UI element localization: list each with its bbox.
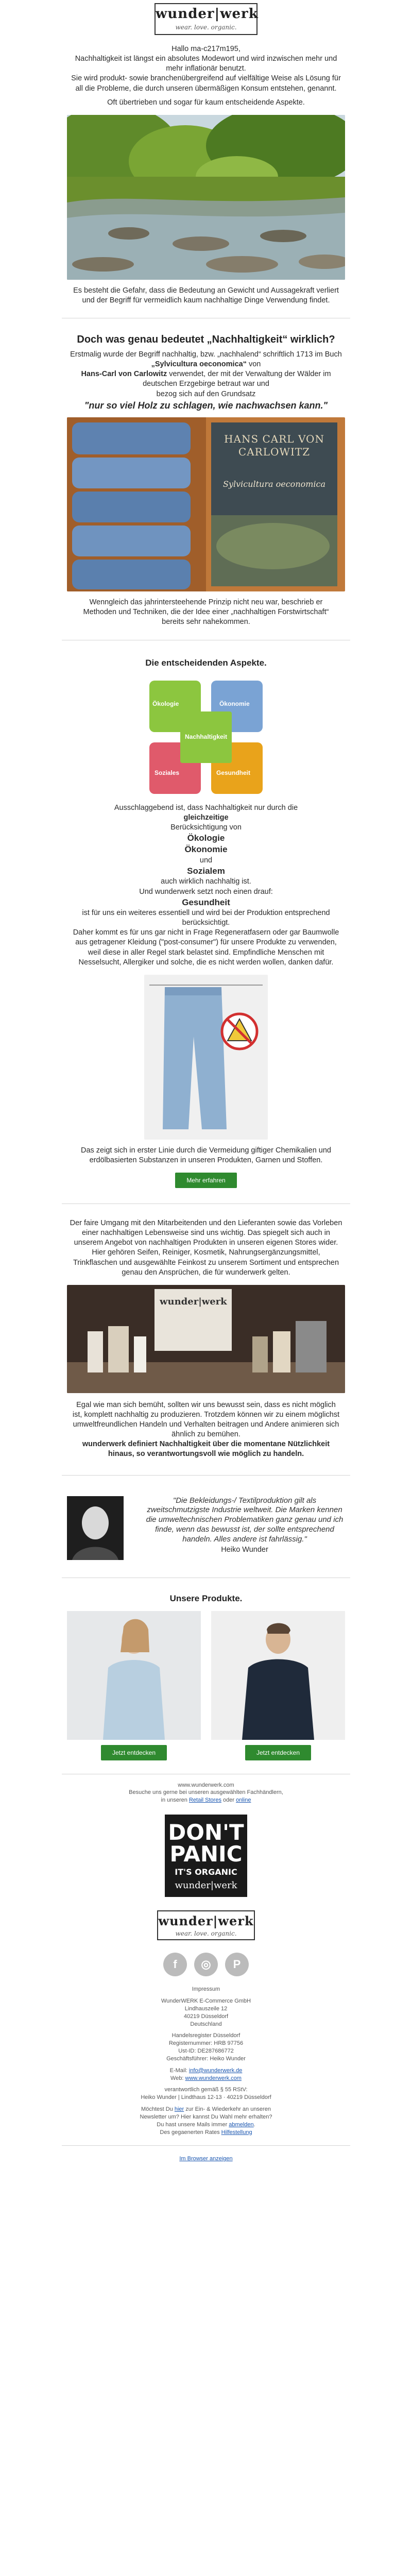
products-section bbox=[52, 1594, 360, 1604]
footer-logo-slogan: wear. love. organic. bbox=[175, 1930, 237, 1938]
company-court: Handelsregister Düsseldorf bbox=[171, 2032, 241, 2039]
footer-logo-text: wunder|werk bbox=[158, 1913, 254, 1929]
keyword-economy: Ökonomie bbox=[184, 844, 228, 855]
chemicals-section bbox=[52, 1146, 360, 1165]
unsubscribe-link[interactable]: abmelden bbox=[229, 2121, 254, 2128]
sustainability-diagram bbox=[149, 681, 263, 794]
divider bbox=[62, 1475, 350, 1476]
responsible-b: Heiko Wunder | Lindthaus 12-13 · 40219 Düsseldorf bbox=[141, 2094, 271, 2101]
footer-visit-a: Besuche uns gerne bei unseren ausgewählten Fachhändlern, bbox=[129, 1789, 283, 1796]
aspects-t2: gleichzeitige bbox=[183, 813, 229, 822]
keyword-social: Sozialem bbox=[187, 866, 225, 876]
intro-section bbox=[52, 44, 360, 108]
newsletter-settings-link[interactable]: hier bbox=[174, 2106, 184, 2113]
aspects-heading: Die entscheidenden Aspekte. bbox=[145, 657, 267, 668]
intro-after-text: Es besteht die Gefahr, dass die Bedeutung an Gewicht und Aussagekraft verliert und der Begriff für vermeidlich kaum nachhaltige Dinge Verwendung findet. bbox=[73, 286, 339, 304]
founder-quote: "Die Bekleidungs-/ Textilproduktion gilt als zweitschmutzigste Industrie weltweit. Die Marken kennen die umweltechnischen Problematiken ganz genau und ich finde, wenn das bewusst ist, der sollte entsprechend handeln. Alles andere ist fahrlässig." bbox=[146, 1496, 344, 1544]
meaning-text-c: verwendet, der mit der Verwaltung der Wälder im deutschen Erzgebirge betraut war und bbox=[143, 370, 331, 388]
footer-brand-logo[interactable] bbox=[157, 1910, 255, 1940]
founder-quote-block bbox=[67, 1496, 345, 1560]
browser-view bbox=[52, 2155, 360, 2163]
meaning-text-b: von bbox=[246, 360, 261, 369]
badge-line-1: DON'T bbox=[168, 1820, 244, 1845]
footer bbox=[52, 1782, 360, 1805]
diagram-label-ecology: Ökologie bbox=[152, 700, 179, 707]
social-links bbox=[52, 1953, 360, 1976]
aspects-t3: Berücksichtigung von bbox=[170, 823, 242, 832]
newsletter bbox=[52, 3, 360, 2163]
aspects-t7: ist für uns ein weiteres essentiell und wird bei der Produktion entsprechend berücksichtigt. bbox=[82, 909, 330, 927]
company-ust: Ust-ID: DE287686772 bbox=[178, 2048, 234, 2055]
partners-bold-text: wunderwerk definiert Nachhaltigkeit über die momentane Nützlichkeit hinaus, so verantwortungsvoll wie möglich zu handeln. bbox=[82, 1440, 330, 1459]
company-email bbox=[52, 2067, 360, 2075]
email-label: E-Mail: bbox=[169, 2067, 189, 2074]
unsub-b: zur Ein- & Wiederkehr an unseren bbox=[184, 2106, 271, 2113]
meaning-after-image bbox=[52, 598, 360, 627]
online-shop-link[interactable]: online bbox=[236, 1797, 251, 1804]
intro-line-1: Nachhaltigkeit ist längst ein absolutes Modewort und wird inzwischen mehr und mehr inflationär benutzt. bbox=[75, 55, 337, 73]
unsub-f: Des gegaenerten Rates bbox=[160, 2129, 221, 2136]
intro-after-image bbox=[52, 286, 360, 306]
quote-author: Heiko Wunder bbox=[221, 1546, 268, 1554]
view-in-browser-link[interactable]: Im Browser anzeigen bbox=[179, 2156, 233, 2162]
divider bbox=[62, 2145, 350, 2146]
partners-after bbox=[52, 1400, 360, 1460]
unsub-d: Du hast unsere Mails immer bbox=[157, 2121, 229, 2128]
facebook-icon[interactable]: f bbox=[163, 1953, 187, 1976]
more-info-button[interactable]: Mehr erfahren bbox=[175, 1173, 236, 1188]
partners-section bbox=[52, 1218, 360, 1278]
web-label: Web: bbox=[170, 2075, 185, 2081]
unsub-a: Möchtest Du bbox=[141, 2106, 175, 2113]
badge-line-3: IT'S ORGANIC bbox=[175, 1867, 237, 1877]
greeting: Hallo ma-c217m195, bbox=[171, 45, 241, 53]
aspects-t8: Daher kommt es für uns gar nicht in Frage Regeneratfasern oder gar Baumwolle aus getragener Kleidung ("post-consumer") für unsere Produkte zu verwenden, weil diese in aller Regel stark belastet sind. Empfindliche Menschen mit Nesselsucht, Allergiker und solche, die es nicht werden wollen, danken dafür. bbox=[73, 928, 339, 967]
help-link[interactable]: Hilfestellung bbox=[221, 2129, 252, 2136]
unsubscribe-text bbox=[52, 2106, 360, 2136]
book-title: „Sylvicultura oeconomica“ bbox=[151, 360, 247, 369]
meaning-text-a: Erstmalig wurde der Begriff nachhaltig, bzw. „nachhalend“ schriftlich 1713 im Buch bbox=[70, 350, 342, 359]
company-ceo: Geschäftsführer: Heiko Wunder bbox=[166, 2055, 246, 2062]
footer-visit-text bbox=[52, 1789, 360, 1804]
product-image-women bbox=[67, 1611, 201, 1740]
aspects-t4: und bbox=[199, 856, 213, 865]
pinterest-icon[interactable]: P bbox=[225, 1953, 249, 1976]
aspects-t5: auch wirklich nachhaltig ist. bbox=[161, 877, 251, 886]
badge-logo: wunder|werk bbox=[175, 1880, 237, 1891]
dont-panic-badge bbox=[165, 1815, 247, 1897]
imprint-title: Impressum bbox=[192, 1986, 220, 1993]
intro-line-3: Oft übertrieben und sogar für kaum entscheidende Aspekte. bbox=[107, 98, 305, 107]
store-sign-logo: wunder|werk bbox=[160, 1296, 227, 1307]
more-info-wrap bbox=[52, 1173, 360, 1188]
quote-content bbox=[144, 1496, 345, 1555]
book-cover-title: Sylvicultura oeconomica bbox=[222, 479, 326, 489]
partners-after-text: Egal wie man sich bemüht, sollten wir uns bewusst sein, dass es nicht möglich ist, komplett nachhaltig zu produzieren. Trotzdem können wir zu einem möglichst umweltfreundlichen Handeln und Verhalten beitragen und Andere animieren sich ähnlich zu bemühen. bbox=[72, 1400, 340, 1439]
founder-portrait bbox=[67, 1496, 124, 1560]
hanging-jeans-image bbox=[144, 975, 268, 1140]
company-hrb: Registernummer: HRB 97756 bbox=[168, 2040, 244, 2047]
diagram-label-social: Soziales bbox=[154, 769, 180, 776]
web-link[interactable]: www.wunderwerk.com bbox=[185, 2075, 242, 2081]
footer-website-link[interactable]: www.wunderwerk.com bbox=[178, 1782, 234, 1788]
meaning-after-text: Wenngleich das jahrintersteehende Prinzip nicht neu war, beschrieb er Methoden und Techniken, die der Idee einer „nachhaltigen Forstwirtschaft“ bereits sehr nahekommen. bbox=[83, 598, 329, 626]
logo-text: wunder|werk bbox=[156, 6, 259, 22]
company-street: Lindhauszeile 12 bbox=[184, 2005, 228, 2012]
products-heading: Unsere Produkte. bbox=[169, 1593, 243, 1603]
logo-slogan: wear. love. organic. bbox=[175, 24, 237, 31]
imprint bbox=[52, 1986, 360, 2136]
aspects-section bbox=[52, 658, 360, 668]
store-products-image bbox=[67, 1285, 345, 1393]
keyword-health: Gesundheit bbox=[182, 897, 230, 907]
meaning-section bbox=[52, 334, 360, 411]
aspects-t6: Und wunderwerk setzt noch einen drauf: bbox=[139, 887, 273, 896]
aspects-text bbox=[52, 803, 360, 968]
products-grid bbox=[67, 1611, 345, 1760]
discover-women-button[interactable]: Jetzt entdecken bbox=[101, 1745, 167, 1760]
carlowitz-quote: "nur so viel Holz zu schlagen, wie nachwachsen kann." bbox=[84, 400, 328, 411]
company-country: Deutschland bbox=[190, 2021, 222, 2027]
product-image-men bbox=[211, 1611, 345, 1740]
responsible-a: verantwortlich gemäß § 55 RStV: bbox=[164, 2087, 248, 2093]
discover-men-button[interactable]: Jetzt entdecken bbox=[245, 1745, 311, 1760]
email-link[interactable]: info@wunderwerk.de bbox=[188, 2067, 243, 2074]
footer-visit-c: oder bbox=[221, 1797, 236, 1804]
keyword-ecology: Ökologie bbox=[187, 833, 225, 843]
meaning-heading: Doch was genau bedeutet „Nachhaltigkeit“ wirklich? bbox=[77, 334, 335, 345]
book-cover-author: HANS CARL VON CARLOWITZ bbox=[224, 433, 324, 459]
jeans-and-book-image bbox=[67, 417, 345, 591]
brand-logo[interactable] bbox=[154, 3, 258, 35]
meaning-text-d: bezog sich auf den Grundsatz bbox=[156, 389, 256, 398]
company-name: WunderWERK E-Commerce GmbH bbox=[161, 1997, 251, 2004]
company-web bbox=[52, 2075, 360, 2082]
aspects-t1: Ausschlaggebend ist, dass Nachhaltigkeit nur durch die bbox=[114, 803, 298, 812]
company-city: 40219 Düsseldorf bbox=[183, 2013, 229, 2020]
river-landscape-image bbox=[67, 115, 345, 280]
product-card-women[interactable] bbox=[67, 1611, 201, 1760]
partners-text: Der faire Umgang mit den Mitarbeitenden und den Lieferanten sowie das Vorleben einer nachhaltigen Lebensweise sind uns wichtig. Das spiegelt sich auch in unserem Angebot von nachhaltigen Produkten in unseren eigenen Stores wider. Hier gehören Seifen, Reiniger, Kosmetik, Nahrungsergänzungsmittel, Trinkflaschen und ausgewählte Feinkost zu unserem Sortiment und entsprechen genau den Ansprüchen, die für wunderwerk gelten. bbox=[70, 1219, 342, 1277]
intro-line-2: Sie wird produkt- sowie branchenübergreifend auf vielfältige Weise als Lösung für all die Probleme, die durch unseren übermäßigen Konsum entstehen, genannt. bbox=[71, 74, 341, 93]
retail-stores-link[interactable]: Retail Stores bbox=[188, 1797, 221, 1804]
badge-line-2: PANIC bbox=[169, 1841, 243, 1867]
unsub-c: Newsletter um? Hier kannst Du Wahl mehr erhalten? bbox=[140, 2113, 272, 2120]
author-name: Hans-Carl von Carlowitz bbox=[81, 370, 167, 379]
footer-visit-b: in unseren bbox=[161, 1797, 189, 1804]
diagram-label-economy: Ökonomie bbox=[219, 700, 250, 707]
meaning-paragraph bbox=[67, 350, 345, 399]
instagram-icon[interactable]: ◎ bbox=[194, 1953, 218, 1976]
diagram-label-center: Nachhaltigkeit bbox=[184, 733, 228, 740]
product-card-men[interactable] bbox=[211, 1611, 345, 1760]
chemicals-text: Das zeigt sich in erster Linie durch die Vermeidung giftiger Chemikalien und erdölbasierten Substanzen in unseren Produkten, Garnen und Stoffen. bbox=[80, 1146, 331, 1164]
diagram-label-health: Gesundheit bbox=[216, 769, 251, 776]
unsub-e: . bbox=[253, 2121, 255, 2128]
